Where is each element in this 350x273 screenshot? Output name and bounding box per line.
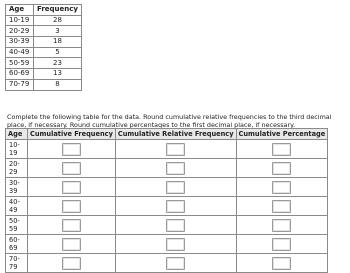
frequency-cell: 8 [34,79,82,90]
answer-table-header [6,129,328,140]
frequency-cell: 3 [34,26,82,37]
table-row [6,235,328,254]
age-cell: 70-79 [6,254,28,273]
cumulative-frequency-input[interactable] [62,219,81,232]
cumulative-frequency-input[interactable] [62,181,81,194]
age-cell: 30-39 [6,178,28,197]
table-row [6,26,82,37]
table-row [6,58,82,69]
age-cell: 20-29 [6,26,34,37]
cumulative-percentage-header: Cumulative Percentage [236,129,328,140]
cumulative-relative-frequency-header: Cumulative Relative Frequency [115,129,236,140]
cumulative-frequency-input[interactable] [62,257,81,270]
table-row [6,69,82,80]
cumulative-relative-frequency-input[interactable] [166,219,185,232]
age-cell: 60-69 [6,69,34,80]
cumulative-frequency-input[interactable] [62,238,81,251]
table-row [6,37,82,48]
table-row [6,15,82,26]
cumulative-frequency-input[interactable] [62,200,81,213]
cumulative-percentage-input[interactable] [272,257,291,270]
cumulative-relative-frequency-input[interactable] [166,162,185,175]
cumulative-relative-frequency-input[interactable] [166,238,185,251]
cumulative-percentage-input[interactable] [272,219,291,232]
age-cell: 10-19 [6,15,34,26]
cumulative-relative-frequency-input[interactable] [166,200,185,213]
cumulative-frequency-input[interactable] [62,143,81,156]
cumulative-relative-frequency-input[interactable] [166,143,185,156]
age-cell: 70-79 [6,79,34,90]
cumulative-percentage-input[interactable] [272,238,291,251]
age-cell: 50-59 [6,58,34,69]
age-cell: 40-49 [6,47,34,58]
table-row [6,159,328,178]
frequency-table-header [6,5,82,16]
answer-table [5,128,328,273]
frequency-cell: 28 [34,15,82,26]
age-cell: 60-69 [6,235,28,254]
frequency-cell: 23 [34,58,82,69]
table-row [6,47,82,58]
table-row [6,79,82,90]
cumulative-percentage-input[interactable] [272,181,291,194]
frequency-cell: 13 [34,69,82,80]
age-header: Age [6,5,34,16]
frequency-cell: 18 [34,37,82,48]
age-cell: 40-49 [6,197,28,216]
table-row [6,197,328,216]
age-cell: 10-19 [6,140,28,159]
cumulative-percentage-input[interactable] [272,143,291,156]
table-row [6,178,328,197]
table-row [6,140,328,159]
frequency-cell: 5 [34,47,82,58]
table-row [6,254,328,273]
cumulative-frequency-header: Cumulative Frequency [28,129,116,140]
cumulative-frequency-input[interactable] [62,162,81,175]
frequency-header: Frequency [34,5,82,16]
cumulative-relative-frequency-input[interactable] [166,257,185,270]
cumulative-percentage-input[interactable] [272,162,291,175]
instructions-text: Complete the following table for the data. Round cumulative relative frequencies to the third decimal place, if necessary. Round cumulative percentages to the first decimal place, if necessary. [7,113,332,129]
age-cell: 20-29 [6,159,28,178]
frequency-table [5,4,82,91]
age-cell: 50-59 [6,216,28,235]
table-row [6,216,328,235]
age-header: Age [6,129,28,140]
cumulative-percentage-input[interactable] [272,200,291,213]
cumulative-relative-frequency-input[interactable] [166,181,185,194]
age-cell: 30-39 [6,37,34,48]
